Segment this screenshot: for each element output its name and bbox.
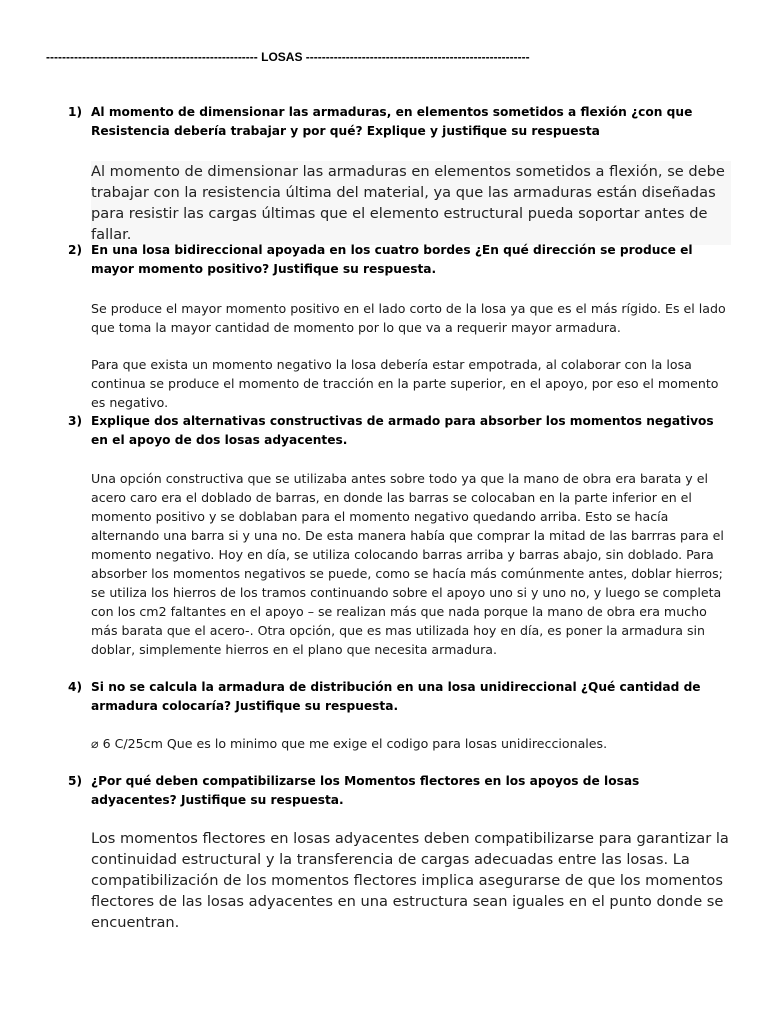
question-text: Si no se calcula la armadura de distribución en una losa unidireccional ¿Qué cantidad de armadura colocaría? Justifique su respuesta. — [91, 680, 701, 713]
answer-2b: Para que exista un momento negativo la losa debería estar empotrada, al colaborar con la losa continua se produce el momento de tracción en la parte superior, en el apoyo, por eso el momento es negativo. — [91, 357, 719, 410]
question-number: 1) — [68, 105, 83, 119]
answer-2a: Se produce el mayor momento positivo en el lado corto de la losa ya que es el más rígido. Es el lado que toma la mayor cantidad de momento por lo que va a requerir mayor armadura. — [91, 301, 726, 335]
question-4 — [68, 678, 728, 716]
answer-3: Una opción constructiva que se utilizaba antes sobre todo ya que la mano de obra era barata y el acero caro era el doblado de barras, en donde las barras se colocaban en la parte inferior en el momento positivo y se doblaban para el momento negativo quedando arriba. Esto se hacía alternando una barra si y una no. De esta manera había que comprar la mitad de las barrras para el momento negativo. Hoy en día, se utiliza colocando barras arriba y barras abajo, sin doblado. Para absorber los momentos negativos se puede, como se hacía más comúnmente antes, doblar hierros; se utiliza los hierros de los tramos continuando sobre el apoyo uno si y uno no, y luego se completa con los cm2 faltantes en el apoyo – se realizan más que nada porque la mano de obra era mucho más barata que el acero-. Otra opción, que es mas utilizada hoy en día, es poner la armadura sin doblar, simplemente hierros en el plano que necesita armadura. — [91, 471, 724, 657]
question-text: ¿Por qué deben compatibilizarse los Momentos flectores en los apoyos de losas adyacentes? Justifique su respuesta. — [91, 774, 640, 807]
answer-4: ⌀ 6 C/25cm Que es lo minimo que me exige el codigo para losas unidireccionales. — [91, 736, 608, 751]
question-3 — [68, 412, 728, 450]
question-text: Al momento de dimensionar las armaduras, en elementos sometidos a flexión ¿con que Resistencia debería trabajar y por qué? Explique y justifique su respuesta — [91, 105, 693, 138]
question-text: Explique dos alternativas constructivas de armado para absorber los momentos negativos en el apoyo de dos losas adyacentes. — [91, 414, 714, 447]
answer-1: Al momento de dimensionar las armaduras en elementos sometidos a flexión, se debe trabajar con la resistencia última del material, ya que las armaduras están diseñadas para resistir las cargas últimas que el elemento estructural pueda soportar antes de fallar. — [91, 161, 731, 245]
question-number: 5) — [68, 774, 83, 788]
answer-5: Los momentos flectores en losas adyacentes deben compatibilizarse para garantizar la continuidad estructural y la transferencia de cargas adecuadas entre las losas. La compatibilización de los momentos flectores implica asegurarse de que los momentos flectores de las losas adyacentes en una estructura sean iguales en el punto donde se encuentran. — [91, 830, 729, 931]
question-5 — [68, 772, 728, 810]
question-number: 3) — [68, 414, 83, 428]
question-2 — [68, 241, 728, 279]
question-number: 4) — [68, 680, 83, 694]
page-title: ----------------------------------------------------- LOSAS -------------------------------------------------------- — [46, 50, 530, 64]
question-number: 2) — [68, 243, 83, 257]
question-text: En una losa bidireccional apoyada en los cuatro bordes ¿En qué dirección se produce el mayor momento positivo? Justifique su respuesta. — [91, 243, 693, 276]
question-1 — [68, 103, 728, 141]
